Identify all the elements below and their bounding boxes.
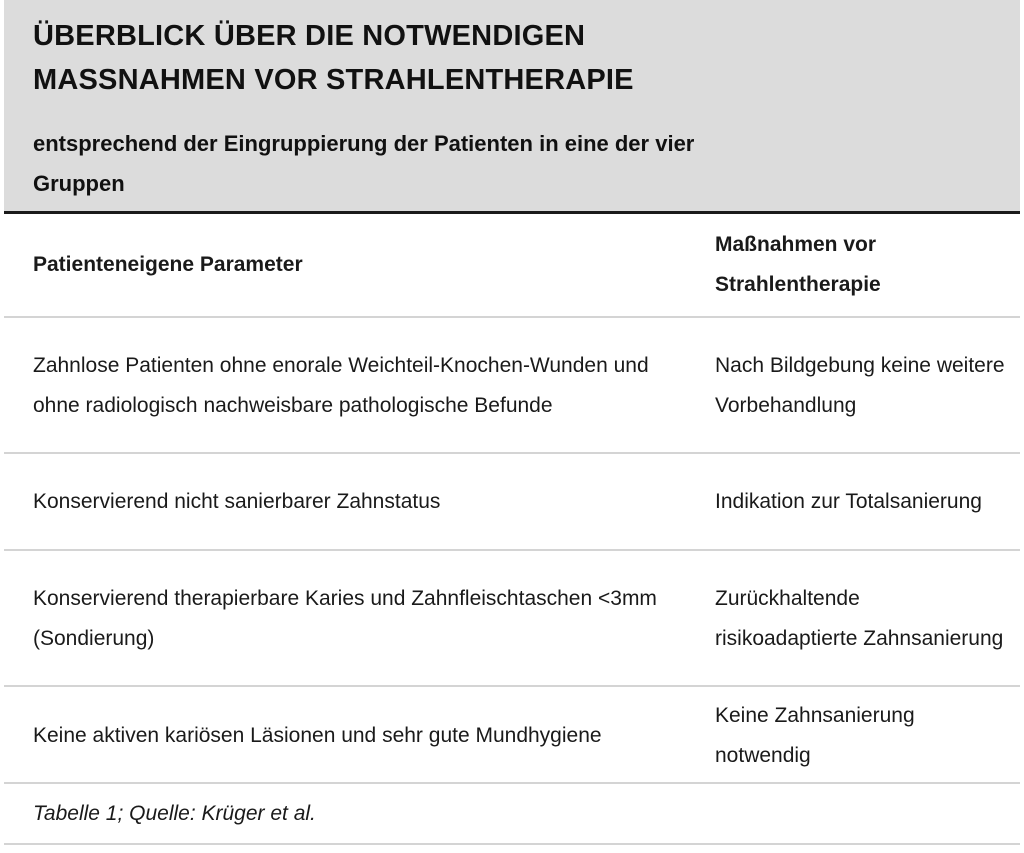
table-caption: Tabelle 1; Quelle: Krüger et al. [33, 802, 316, 825]
table-row-4-parameter: Keine aktiven kariösen Läsionen und sehr gute Mundhygiene [33, 724, 602, 747]
header-divider [4, 211, 1020, 214]
row-divider [4, 452, 1020, 454]
row-divider [4, 685, 1020, 687]
row-divider [4, 843, 1020, 845]
table-row-2-parameter: Konservierend nicht sanierbarer Zahnstatus [33, 490, 441, 513]
row-divider [4, 549, 1020, 551]
table-row-3-parameter: Konservierend therapierbare Karies und Zahnfleischtaschen <3mm (Sondierung) [33, 587, 657, 650]
table-subtitle: entsprechend der Eingruppierung der Patienten in eine der vier Gruppen [33, 131, 695, 196]
table-title: ÜBERBLICK ÜBER DIE NOTWENDIGEN MASSNAHMEN VOR STRAHLENTHERAPIE [33, 20, 634, 96]
row-divider [4, 782, 1020, 784]
table-row-1-measure: Nach Bildgebung keine weitere Vorbehandlung [715, 354, 1005, 417]
row-divider [4, 316, 1020, 318]
table-row-4-measure: Keine Zahnsanierung notwendig [715, 704, 915, 767]
column-header-measure: Maßnahmen vor Strahlentherapie [715, 233, 881, 296]
table-row-2-measure: Indikation zur Totalsanierung [715, 490, 982, 513]
table-row-3-measure: Zurückhaltende risikoadaptierte Zahnsanierung [715, 587, 1004, 650]
column-header-parameter: Patienteneigene Parameter [33, 253, 303, 276]
table-row-1-parameter: Zahnlose Patienten ohne enorale Weichteil-Knochen-Wunden und ohne radiologisch nachweisbare pathologische Befunde [33, 354, 649, 417]
